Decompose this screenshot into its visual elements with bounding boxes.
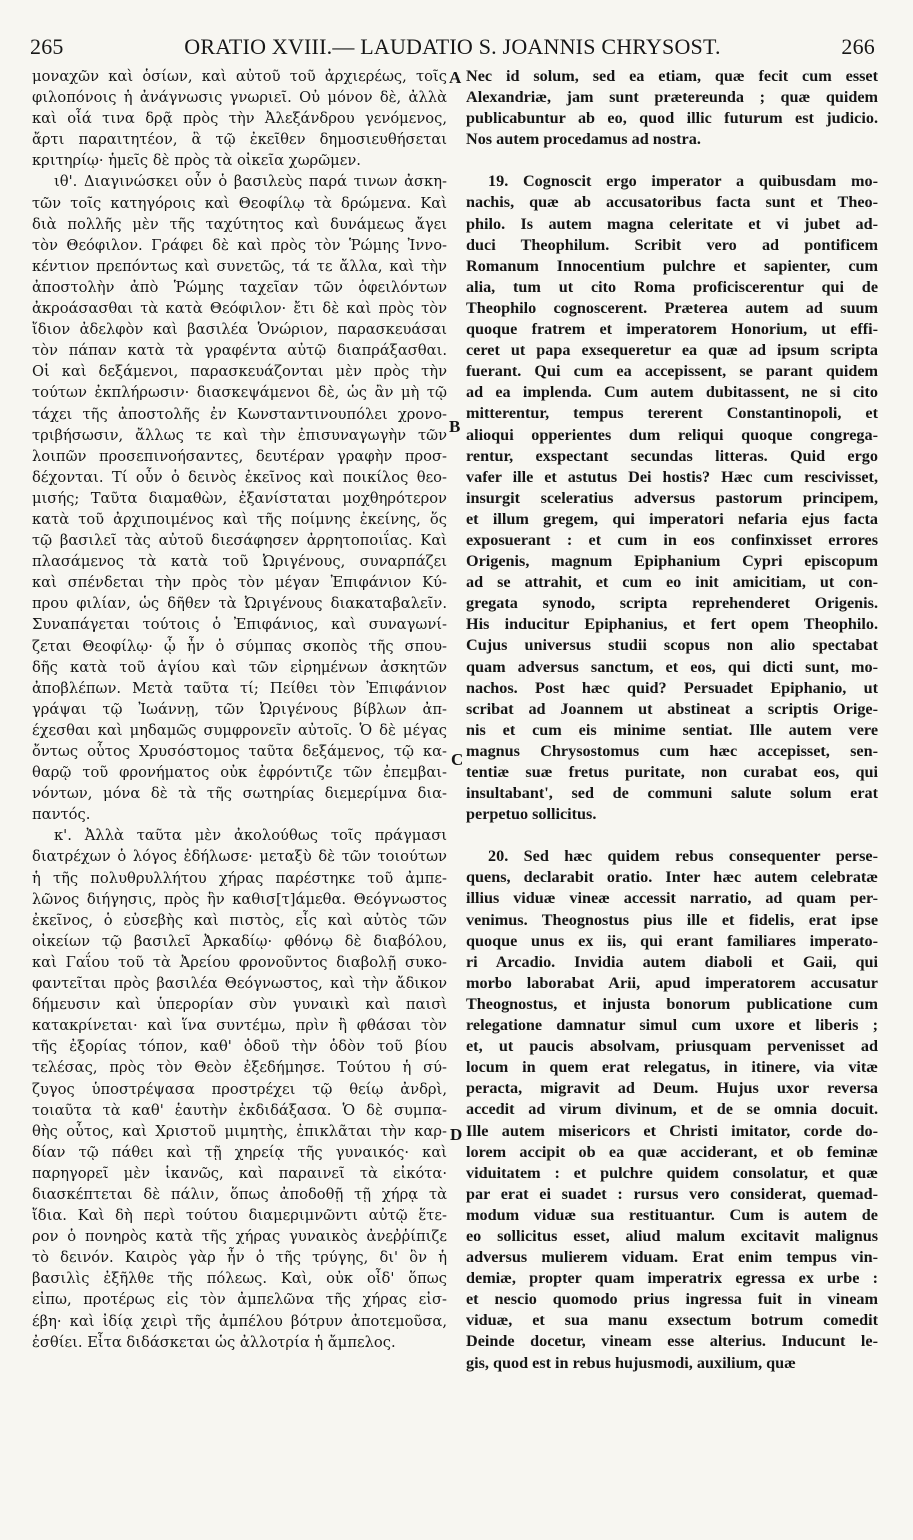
text-line: ρον ὁ πονηρὸς κατὰ τῆς χήρας γυναικὸς ἀνεῤῥίπιζε bbox=[32, 1228, 447, 1246]
text-line: mitterentur, tempus tererent Constantinopoli, et bbox=[466, 404, 878, 423]
latin-column bbox=[466, 66, 878, 1374]
text-line: Συναπάγεται τούτοις ὁ Ἐπιφάνιος, καὶ συναγωνί- bbox=[32, 616, 447, 634]
text-line: tentiæ suæ fretus puritate, non curabat eos, qui bbox=[466, 763, 878, 781]
text-line: Nec id solum, sed ea etiam, quæ fecit cum esset bbox=[466, 67, 878, 85]
text-line: ad ea implenda. Cum autem dubitassent, ne si cito bbox=[466, 383, 878, 402]
text-line: philo. Is autem magna celeritate et vi jubet ad- bbox=[466, 214, 878, 233]
text-line: καὶ σπένδεται τὴν πρὸς τὸν μέγαν Ἐπιφάνιον Κύ- bbox=[32, 574, 447, 592]
text-line: θαρῷ τοῦ φρονήματος οὐκ ἐφρόντιζε τῶν ἐπεμβαι- bbox=[32, 764, 447, 782]
text-line: ἀκροάσασθαι τὰ κατὰ Θεόφιλον· ἔτι δὲ καὶ πρὸς τὸν bbox=[32, 300, 447, 318]
paragraph bbox=[466, 846, 878, 1373]
text-line: καὶ Γαΐου τοῦ τὰ Ἀρείου φρονοῦντος διαβολῇ συκο- bbox=[32, 953, 447, 971]
text-line: Ille autem misericors et Christi imitator, corde do- bbox=[466, 1121, 878, 1140]
text-line: illius viduæ vineæ accessit narratio, ad quam per- bbox=[466, 889, 878, 908]
text-line: ἐκεῖνος, ὁ εὐσεβὴς καὶ πιστὸς, εἷς καὶ αὐτὸς τῶν bbox=[32, 911, 447, 929]
text-line: ἀποστολὴν ἀπὸ Ῥώμης ταχεῖαν τῶν ὀφειλόντων bbox=[32, 278, 447, 296]
text-line: gregata synodo, scripta reprehenderet Origenis. bbox=[466, 594, 878, 613]
text-line: γράψαι τῷ Ἰωάννῃ, τῶν Ὠριγένους βίβλων ἀπ- bbox=[32, 700, 447, 718]
text-line: φαντεῖται πρὸς βασιλέα Θεόγνωστος, καὶ τὴν ἄδικον bbox=[32, 975, 447, 993]
text-line: ζυγος ὑποστρέψασα προστρέχει τῷ θείῳ ἀνδρὶ, bbox=[32, 1080, 447, 1098]
text-line: ὄντως οὗτος Χρυσόστομος ταῦτα δεξάμενος, τῷ κα- bbox=[32, 743, 447, 760]
text-line: locum in quem erat relegatus, in itinere, via vitæ bbox=[466, 1058, 878, 1077]
text-line: κατακρίνεται· καὶ ἵνα συντέμω, πρὶν ἢ φθάσαι τὸν bbox=[32, 1017, 447, 1035]
text-line: rentur, exspectant secundas litteras. Quid ergo bbox=[466, 446, 878, 465]
text-line: vafer ille et astutus Dei hostis? Hæc cum rescivisset, bbox=[466, 467, 878, 486]
text-line: φιλοπόνοις ἡ ἀνάγνωσις γνωριεῖ. Οὐ μόνον δὲ, ἀλλὰ bbox=[32, 89, 447, 107]
text-line: duci Theophilum. Scribit vero ad pontificem bbox=[466, 235, 878, 254]
text-line: exposuerant : et cum in eos confinxisset errores bbox=[466, 530, 878, 549]
text-line: nis et cum eis minime sentiat. Ille autem vere bbox=[466, 720, 878, 739]
text-line: δίαν τῷ πάθει καὶ τῇ χηρείᾳ τῆς γυναικός· καὶ bbox=[32, 1143, 447, 1161]
margin-marker-a: A bbox=[449, 68, 462, 87]
text-line: κέντιον πρεπόντως καὶ συνετῶς, τά τε ἄλλα, καὶ τὴν bbox=[32, 257, 447, 275]
paragraph bbox=[466, 66, 878, 150]
text-line: κατὰ τοῦ ἀρχιποιμένος καὶ τῆς ποίμνης ἐκείνης, ὅς bbox=[32, 510, 447, 528]
text-line: quam adversus sanctum, et eos, qui dicti sunt, mo- bbox=[466, 657, 878, 676]
text-line: insultabant', sed de communi salute solum erat bbox=[466, 784, 878, 803]
paragraph bbox=[32, 825, 447, 1352]
text-line: μοναχῶν καὶ ὁσίων, καὶ αὐτοῦ τοῦ ἀρχιερέως, τοῖς bbox=[32, 68, 447, 85]
text-line: τελέσας, πρὸς τὸν Θεὸν ἐξεδήμησε. Τούτου ἡ σύ- bbox=[32, 1059, 447, 1077]
margin-marker-c: C bbox=[451, 750, 464, 769]
text-line: δῆς κατὰ τοῦ ἁγίου καὶ τῶν εἰρημένων ἀσκητῶν bbox=[32, 658, 447, 676]
text-line: λοιπῶν προσεπινοήσαντες, δευτέραν γραφὴν προσ- bbox=[32, 447, 447, 465]
text-line: οἰκείων τῷ βασιλεῖ Ἀρκαδίῳ· φθόνῳ δὲ διαβόλου, bbox=[32, 932, 447, 950]
running-title: ORATIO XVIII.— LAUDATIO S. JOANNIS CHRYSOST. bbox=[184, 34, 721, 59]
text-line: Nos autem procedamus ad nostra. bbox=[466, 130, 701, 149]
text-line: peracta, migravit ad Deum. Hujus uxor reversa bbox=[466, 1079, 878, 1098]
text-line: Cujus universus studii scopus non alio spectabat bbox=[466, 636, 878, 655]
text-line: τάχει τῆς ἀποστολῆς ἐν Κωνσταντινουπόλει χρονο- bbox=[32, 405, 447, 423]
text-line: Romanum Innocentium pulchre et sapienter, cum bbox=[466, 256, 878, 275]
paragraph bbox=[32, 171, 447, 825]
text-line: κ'. Ἀλλὰ ταῦτα μὲν ἀκολούθως τοῖς πράγμασι bbox=[54, 827, 447, 845]
text-line: Alexandriæ, jam sunt prætereunda ; quæ quidem bbox=[466, 88, 878, 107]
text-line: θὴς οὗτος, καὶ Χριστοῦ μιμητὴς, ἐπικλᾶται τὴν καρ- bbox=[32, 1122, 447, 1140]
text-line: eo sollicitus esset, aliud malum excitavit malignus bbox=[466, 1226, 878, 1245]
text-line: παντός. bbox=[32, 806, 91, 824]
text-line: quoque unus ex iis, qui erant familiares imperato- bbox=[466, 931, 878, 950]
text-line: τῶν τοῖς κατηγόροις καὶ Θεοφίλῳ τὰ δρώμενα. Καὶ bbox=[32, 194, 447, 212]
text-line: διὰ πολλῆς μὲν τῆς ταχύτητος καὶ δυνάμεως ἄγει bbox=[32, 215, 447, 233]
text-line: publicabuntur ab eo, quod illic futurum est judicio. bbox=[466, 109, 878, 128]
text-line: τῆς ἐξορίας τόπον, καθ' ὁδοῦ τὴν ὁδὸν τοῦ βίου bbox=[32, 1038, 447, 1056]
text-line: δήμευσιν καὶ ὑπερορίαν σὺν γυναικὶ καὶ παισὶ bbox=[32, 996, 447, 1014]
text-line: lorem accipit ob ea quæ acciderant, et ob feminæ bbox=[466, 1142, 878, 1161]
text-line: λῶνος διήγησις, πρὸς ἣν καθισ[τ]άμεθα. Θεόγνωστος bbox=[32, 890, 447, 908]
text-line: διατρέχων ὁ λόγος ἐδήλωσε· μεταξὺ δὲ τῶν τοιούτων bbox=[32, 848, 447, 866]
text-line: venimus. Theognostus pius ille et fidelis, erat ipse bbox=[466, 910, 878, 929]
text-line: perpetuo sollicitus. bbox=[466, 805, 597, 824]
text-line: τῷ βασιλεῖ τὰς αὐτοῦ διεσάφησεν ἀρρητοποιΐας. Καὶ bbox=[32, 532, 447, 550]
text-line: Deinde docetur, vineam esse alterius. Inducunt le- bbox=[466, 1332, 878, 1351]
text-line: τὸ δεινόν. Καιρὸς γὰρ ἦν ὁ τῆς τρύγης, δι' ὃν ἡ bbox=[32, 1249, 447, 1267]
text-line: ιθ'. Διαγινώσκει οὖν ὁ βασιλεὺς παρά τινων ἀσκη- bbox=[54, 173, 447, 191]
text-line: et illum gregem, qui imperatori nefaria ejus facta bbox=[466, 509, 878, 528]
text-line: par erat ei suadet : rursus vero considerat, quemad- bbox=[466, 1184, 878, 1203]
text-line: εἰπω, προτέρως εἰς τὸν ἀμπελῶνα τῆς χήρας εἰσ- bbox=[32, 1291, 447, 1309]
text-line: δέχονται. Τί οὖν ὁ δεινὸς ἐκεῖνος καὶ ποικίλος θεο- bbox=[32, 468, 447, 486]
text-line: ἐσθίει. Εἶτα διδάσκεται ὡς ἀλλοτρία ἡ ἄμπελος. bbox=[32, 1333, 396, 1351]
text-line: ἴδια. Καὶ δὴ περὶ τούτου διαμεριμνῶντι αὐτῷ ἕτε- bbox=[32, 1207, 447, 1225]
text-line: Οἱ καὶ δεξάμενοι, παρασκευάζονται μὲν πρὸς τὴν bbox=[32, 363, 447, 381]
text-line: quoque fratrem et imperatorem Honorium, ut effi- bbox=[466, 320, 878, 339]
text-line: modum viduæ sua restituantur. Cum is autem de bbox=[466, 1205, 878, 1224]
greek-column bbox=[32, 66, 447, 1353]
margin-marker-b: B bbox=[449, 417, 461, 436]
text-line: παρηγορεῖ μὲν ἱκανῶς, καὶ παραινεῖ τὰ εἰκότα· bbox=[32, 1164, 447, 1182]
text-line: ceret ut papa exsequeretur ea quæ ad ipsum scripta bbox=[466, 341, 878, 360]
text-line: νόντων, μόνα δὲ τὰ τῆς σωτηρίας διεμερίμνα δια- bbox=[32, 785, 447, 803]
text-line: διασκέπτεται δὲ πάλιν, ὅπως ἀποδοθῇ τῇ χήρᾳ τὰ bbox=[32, 1185, 447, 1203]
text-line: et nescio quomodo prius ingressa fuit in vineam bbox=[466, 1290, 878, 1309]
paragraph bbox=[32, 66, 447, 171]
text-line: viduitatem : et pulchre quidem consolatur, et quæ bbox=[466, 1163, 878, 1182]
text-line: accedit ad virum divinum, et de se omnia docuit. bbox=[466, 1100, 878, 1119]
text-line: κριτηρίῳ· ἡμεῖς δὲ πρὸς τὰ οἰκεῖα χωρῶμεν. bbox=[32, 152, 361, 170]
text-line: τὸν Θεόφιλον. Γράφει δὲ καὶ πρὸς τὸν Ῥώμης Ἰννο- bbox=[32, 236, 447, 254]
text-line: τριβήσωσιν, ἄλλως τε καὶ τὴν ἐπισυναγωγὴν τῶν bbox=[32, 426, 447, 444]
text-line: ἀποβλέπων. Μετὰ ταῦτα τί; Πείθει τὸν Ἐπιφάνιον bbox=[32, 679, 447, 697]
text-line: fuerant. Qui cum ea accepissent, se parant quidem bbox=[466, 362, 878, 381]
text-line: Origenis, magnum Epiphanium Cypri episcopum bbox=[466, 552, 878, 571]
text-line: et, ut paucis absolvam, priusquam pervenisset ad bbox=[466, 1037, 878, 1056]
page-number-left: 265 bbox=[30, 34, 64, 59]
margin-marker-d: D bbox=[450, 1125, 463, 1144]
paragraph bbox=[466, 171, 878, 825]
text-line: adversus mulierem viduam. Erat enim tempus vin- bbox=[466, 1248, 878, 1267]
text-line: πλασάμενος τὰ κατὰ τοῦ Ὠριγένους, συναρπάζει bbox=[32, 553, 447, 571]
text-line: nachos. Post hæc quid? Persuadet Epiphanio, ut bbox=[466, 678, 878, 697]
text-line: ri Arcadio. Invidia autem diaboli et Gaii, qui bbox=[466, 952, 878, 971]
text-line: alioqui opperientes dum reliqui quoque congrega- bbox=[466, 425, 878, 444]
text-line: ἄρτι παραιτητέον, ἃ τῷ ἐκεῖθεν δημοσιευθήσεται bbox=[32, 131, 447, 149]
text-line: τὸν πάπαν κατὰ τὰ γραφέντα αὐτῷ διαπράξασθαι. bbox=[32, 342, 447, 360]
text-line: 20. Sed hæc quidem rebus consequenter perse- bbox=[488, 847, 878, 866]
text-line: His inducitur Epiphanius, et fert opem Theophilo. bbox=[466, 615, 878, 634]
text-line: alia, tum ut cito Roma proficiscerentur qui de bbox=[466, 277, 878, 296]
text-line: 19. Cognoscit ergo imperator a quibusdam mo- bbox=[488, 172, 878, 191]
page-number-right: 266 bbox=[841, 34, 875, 59]
text-line: gis, quod est in rebus hujusmodi, auxilium, quæ bbox=[466, 1353, 796, 1372]
text-line: Theophilo cognoscerent. Præterea autem ad suum bbox=[466, 298, 878, 317]
text-line: relegatione damnatur simul cum uxore et liberis ; bbox=[466, 1016, 878, 1035]
text-line: καὶ οἷά τινα δρᾷ πρὸς τὴν Ἀλεξάνδρου γενόμενος, bbox=[32, 110, 447, 128]
text-line: μισής; Ταῦτα διαμαθὼν, ἐξανίσταται μοχθηρότερον bbox=[32, 489, 447, 507]
text-line: τοιαῦτα τὰ καθ' ἑαυτὴν ἐκδιδάξασα. Ὁ δὲ συμπα- bbox=[32, 1101, 447, 1119]
running-head bbox=[30, 34, 875, 60]
text-line: ζεται Θεοφίλῳ· ᾧ ἦν ὁ σύμπας σκοπὸς τῆς σπου- bbox=[32, 637, 447, 655]
text-line: insurgit sceleratius adversus pastorum principem, bbox=[466, 488, 878, 507]
text-line: viduæ, et sua manu exsectum botrum comedit bbox=[466, 1311, 878, 1330]
text-line: nachis, quæ ab accusatoribus facta sunt et Theo- bbox=[466, 193, 878, 212]
text-line: ἡ τῆς πολυθρυλλήτου χήρας παρέστηκε τοῦ ἀμπε- bbox=[32, 869, 447, 887]
text-line: έβη· καὶ ἰδίᾳ χειρὶ τῆς ἀμπέλου βότρυν ἀποτεμοῦσα, bbox=[32, 1312, 447, 1330]
text-line: magnus Chrysostomus cum hæc accepisset, sen- bbox=[466, 741, 878, 760]
text-line: Theognostus, et injusta bonorum publicatione cum bbox=[466, 994, 878, 1013]
text-line: scribat ad Joannem ut abstineat a scriptis Orige- bbox=[466, 699, 878, 718]
text-line: πρου φιλίαν, ὡς δῆθεν τὰ Ὠριγένους διακαταβαλεῖν. bbox=[32, 595, 447, 613]
text-line: quens, declarabit oratio. Inter hæc autem celebratæ bbox=[466, 868, 878, 887]
text-line: τούτων ἐκπλήρωσιν· διασκεψάμενοι δὲ, ὡς ἂν μὴ τῷ bbox=[32, 384, 447, 402]
text-line: demiæ, propter quam imperatrix egressa ex urbe : bbox=[466, 1269, 878, 1288]
text-line: ad se attrahit, et cum eo init amicitiam, ut con- bbox=[466, 573, 878, 592]
text-line: ἴδιον ἀδελφὸν καὶ βασιλέα Ὁνώριον, παρασκευάσαι bbox=[32, 321, 447, 339]
text-line: βασιλὶς ἐξῆλθε τῆς πόλεως. Καὶ, οὐκ οἶδ' ὅπως bbox=[32, 1270, 447, 1288]
text-line: morbo laborabat Arii, apud imperatorem accusatur bbox=[466, 973, 878, 992]
text-line: έχεσθαι καὶ μηδαμῶς συμφρονεῖν αὐτοῖς. Ὁ δὲ μέγας bbox=[32, 721, 447, 739]
